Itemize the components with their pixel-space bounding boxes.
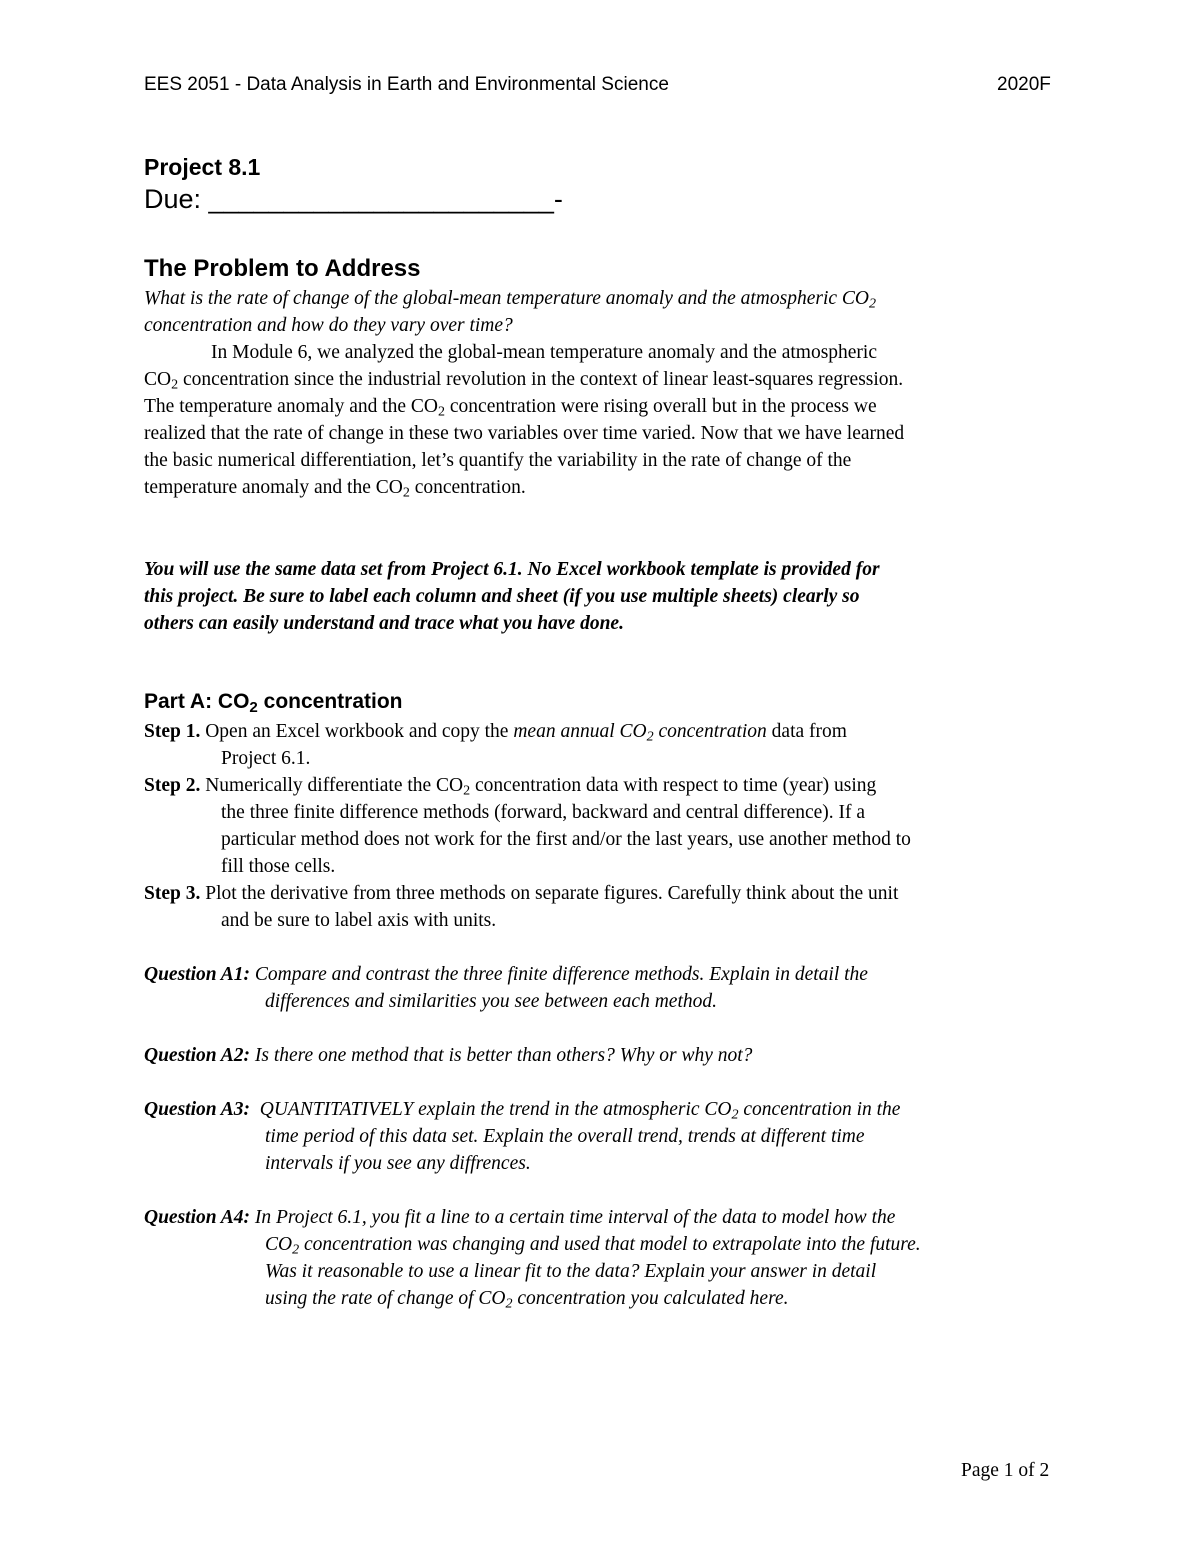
step-2-cont: the three finite difference methods (forward, backward and central difference). If a xyxy=(221,802,866,823)
step-2-cont: fill those cells. xyxy=(221,856,336,877)
note-line: You will use the same data set from Project 6.1. No Excel workbook template is provided for xyxy=(144,559,880,580)
course-title: Data Analysis in Earth and Environmental Science xyxy=(246,74,669,95)
problem-paragraph-line: In Module 6, we analyzed the global-mean temperature anomaly and the atmospheric xyxy=(211,342,877,363)
part-a-heading: Part A: $CO_2$ concentration xyxy=(144,690,403,716)
question-a4-cont: using the rate of change of $CO_2$ concentration you calculated here. xyxy=(265,1288,789,1312)
page-header xyxy=(144,74,669,96)
step-3: Step 3. Plot the derivative from three methods on separate figures. Carefully think about the unit xyxy=(144,883,899,904)
question-a1: Question A1: Compare and contrast the three finite difference methods. Explain in detail the xyxy=(144,964,868,985)
problem-question: What is the rate of change of the global-mean temperature anomaly and the atmospheric $CO_2$ xyxy=(144,288,877,312)
step-3-cont: and be sure to label axis with units. xyxy=(221,910,497,931)
problem-paragraph-line: the basic numerical differentiation, let’s quantify the variability in the rate of change of the xyxy=(144,450,852,471)
step-1-cont: Project 6.1. xyxy=(221,748,311,769)
question-a4-cont: $CO_2$ concentration was changing and used that model to extrapolate into the future. xyxy=(265,1234,921,1258)
step-1: Step 1. Open an Excel workbook and copy the mean annual $CO_2$ concentration data from xyxy=(144,721,847,745)
note-line: this project. Be sure to label each column and sheet (if you use multiple sheets) clearly so xyxy=(144,586,860,607)
question-a3: Question A3: QUANTITATIVELY explain the trend in the atmospheric $CO_2$ concentration in the xyxy=(144,1099,901,1123)
course-code: EES 2051 - xyxy=(144,74,247,95)
problem-paragraph-line: realized that the rate of change in these two variables over time varied. Now that we have learned xyxy=(144,423,905,444)
page-number: Page 1 of 2 xyxy=(961,1460,1050,1481)
question-a4: Question A4: In Project 6.1, you fit a line to a certain time interval of the data to model how the xyxy=(144,1207,896,1228)
question-a1-cont: differences and similarities you see between each method. xyxy=(265,991,717,1012)
question-a2: Question A2: Is there one method that is better than others? Why or why not? xyxy=(144,1045,753,1066)
question-a4-cont: Was it reasonable to use a linear fit to the data? Explain your answer in detail xyxy=(265,1261,877,1282)
problem-paragraph-line: $CO_2$ concentration since the industrial revolution in the context of linear least-squares regression. xyxy=(144,369,904,393)
due-line xyxy=(144,184,563,215)
question-a3-cont: time period of this data set. Explain the overall trend, trends at different time xyxy=(265,1126,865,1147)
step-2: Step 2. Numerically differentiate the $CO_2$ concentration data with respect to time (year) using xyxy=(144,775,877,799)
term-label: 2020F xyxy=(997,74,1051,95)
question-a3-cont: intervals if you see any diffrences. xyxy=(265,1153,531,1174)
problem-paragraph-line: temperature anomaly and the $CO_2$ concentration. xyxy=(144,477,526,501)
due-blank: _______________________- xyxy=(208,184,563,214)
problem-question-2: concentration and how do they vary over time? xyxy=(144,315,513,336)
due-label: Due: xyxy=(144,184,209,214)
step-2-cont: particular method does not work for the first and/or the last years, use another method to xyxy=(221,829,911,850)
project-title: Project 8.1 xyxy=(144,154,261,180)
problem-heading: The Problem to Address xyxy=(144,255,421,282)
problem-paragraph-line: The temperature anomaly and the $CO_2$ concentration were rising overall but in the process we xyxy=(144,396,877,420)
note-line: others can easily understand and trace what you have done. xyxy=(144,613,624,634)
